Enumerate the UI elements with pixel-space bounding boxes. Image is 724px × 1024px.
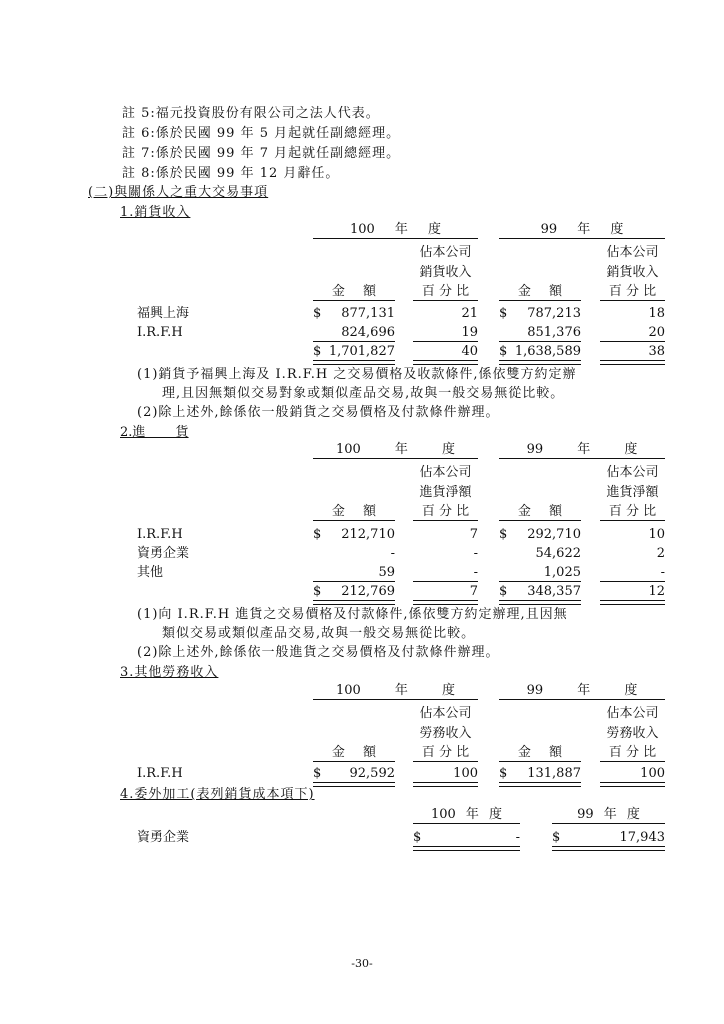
s4-year99: 99 年 度	[577, 807, 640, 822]
s1-row-pct-100: 19	[461, 325, 478, 340]
section-title: (二)與關係人之重大交易事項	[88, 185, 269, 200]
s2-row-amount-100: -	[390, 546, 395, 561]
s2-pct-head-3: 百 分 比	[421, 504, 470, 519]
s3-pct-head-3b: 百 分 比	[608, 745, 657, 760]
s3-row-dollar-99: $	[499, 766, 508, 781]
s2-title: 2.進 貨	[120, 425, 189, 440]
s2-row-pct-100: 7	[469, 527, 478, 542]
note-7: 註 7:係於民國 99 年 7 月起就任副總經理。	[122, 146, 401, 161]
s2-note-1: (1)向 I.R.F.H 進貨之交易價格及付款條件,係依雙方約定辦理,且因無	[137, 607, 568, 622]
s3-pct-head-2b: 勞務收入	[606, 726, 659, 741]
s2-row-name: 資勇企業	[137, 546, 190, 561]
s2-row-amount-99: 292,710	[527, 527, 581, 542]
s1-note-2: (2)除上述外,餘係依一般銷貨之交易價格及付款條件辦理。	[137, 405, 500, 420]
s2-amount-head: 金 額	[331, 504, 377, 519]
s2-row-dollar-99: $	[499, 527, 508, 542]
s1-row-name: I.R.F.H	[137, 325, 183, 340]
s1-row-dollar: $	[313, 306, 322, 321]
s1-pct-head-1b: 佔本公司	[606, 245, 659, 260]
s3-amount-head: 金 額	[331, 745, 377, 760]
s1-year100-rule	[313, 238, 478, 239]
s1-row-pct-99: 20	[648, 325, 665, 340]
s1-row-amount-99: 787,213	[527, 306, 581, 321]
s2-row-dollar: $	[313, 527, 322, 542]
s1-total-pct-100: 40	[461, 344, 478, 359]
s1-row-amount-100: 824,696	[341, 325, 395, 340]
s2-row-amount-100: 59	[378, 565, 395, 580]
s3-year99: 99 年 度	[526, 683, 638, 698]
s1-pct-head-3: 百 分 比	[421, 284, 470, 299]
s3-row-name: I.R.F.H	[137, 766, 183, 781]
note-6: 註 6:係於民國 99 年 5 月起就任副總經理。	[122, 126, 401, 141]
s1-pct-head-2b: 銷貨收入	[606, 265, 659, 280]
s3-year100: 100 年 度	[335, 683, 456, 698]
s3-pct-head-1b: 佔本公司	[606, 706, 659, 721]
s4-row-amount-100: -	[515, 830, 520, 845]
s1-total-amount-100: 1,701,827	[328, 344, 395, 359]
s2-note-1-cont: 類似交易或類似產品交易,故與一般交易無從比較。	[162, 626, 476, 641]
s2-note-2: (2)除上述外,餘係依一般進貨之交易價格及付款條件辦理。	[137, 645, 500, 660]
s2-total-amount-100: 212,769	[341, 584, 395, 599]
s2-year99: 99 年 度	[526, 442, 638, 457]
s2-row-name: I.R.F.H	[137, 527, 183, 542]
s1-note-1-cont: 理,且因無類似交易對象或類似產品交易,故與一般交易無從比較。	[162, 386, 565, 401]
s1-year99: 99 年 度	[540, 222, 624, 237]
s3-row-dollar: $	[313, 766, 322, 781]
s3-title: 3.其他勞務收入	[120, 665, 219, 680]
s2-row-pct-100: -	[473, 565, 478, 580]
s3-pct-head-1: 佔本公司	[419, 706, 472, 721]
s1-pct-head-1: 佔本公司	[419, 245, 472, 260]
s4-title: 4.委外加工(表列銷貨成本項下)	[120, 787, 315, 802]
s3-amount-head-b: 金 額	[517, 745, 563, 760]
s3-row-pct-99: 100	[640, 766, 665, 781]
s1-row-name: 福興上海	[137, 306, 190, 321]
s2-row-amount-99: 54,622	[535, 546, 581, 561]
s1-note-1: (1)銷貨予福興上海及 I.R.F.H 之交易價格及收款條件,係依雙方約定辦	[137, 367, 577, 382]
s1-title: 1.銷貨收入	[120, 205, 191, 220]
s2-pct-head-3b: 百 分 比	[608, 504, 657, 519]
s2-total-pct-99: 12	[648, 584, 665, 599]
s2-amount-head-b: 金 額	[517, 504, 563, 519]
s2-row-pct-99: 10	[648, 527, 665, 542]
s1-row-amount-99: 851,376	[527, 325, 581, 340]
note-8: 註 8:係於民國 99 年 12 月辭任。	[122, 166, 340, 181]
s2-pct-head-1b: 佔本公司	[606, 465, 659, 480]
s4-row-amount-99: 17,943	[619, 830, 665, 845]
page-number: -30-	[351, 957, 373, 970]
s1-amount-head-b: 金 額	[517, 284, 563, 299]
s3-row-amount-100: 92,592	[349, 766, 395, 781]
s2-total-dollar: $	[313, 584, 322, 599]
s2-row-pct-99: -	[660, 565, 665, 580]
s3-pct-head-3: 百 分 比	[421, 745, 470, 760]
s2-row-amount-99: 1,025	[543, 565, 581, 580]
s1-row-dollar-99: $	[499, 306, 508, 321]
s1-row-amount-100: 877,131	[341, 306, 395, 321]
s1-pct-head-3b: 百 分 比	[608, 284, 657, 299]
s1-total-amount-99: 1,638,589	[514, 344, 581, 359]
s1-row-pct-99: 18	[648, 306, 665, 321]
note-5: 註 5:福元投資股份有限公司之法人代表。	[122, 106, 380, 121]
s4-row-name: 資勇企業	[137, 830, 190, 845]
s2-year100: 100 年 度	[335, 442, 456, 457]
s2-row-name: 其他	[137, 565, 164, 580]
s1-amount-head: 金 額	[331, 284, 377, 299]
s2-total-dollar-99: $	[499, 584, 508, 599]
s2-pct-head-2: 進貨淨額	[419, 485, 472, 500]
s1-year100: 100 年 度	[349, 222, 442, 237]
s2-row-pct-100: -	[473, 546, 478, 561]
s1-total-pct-99: 38	[648, 344, 665, 359]
s2-pct-head-1: 佔本公司	[419, 465, 472, 480]
s2-total-pct-100: 7	[469, 584, 478, 599]
s2-pct-head-2b: 進貨淨額	[606, 485, 659, 500]
s1-row-pct-100: 21	[461, 306, 478, 321]
s4-year100: 100 年 度	[430, 807, 503, 822]
s2-row-amount-100: 212,710	[341, 527, 395, 542]
s1-year99-rule	[499, 238, 665, 239]
s3-pct-head-2: 勞務收入	[419, 726, 472, 741]
s1-total-dollar: $	[313, 344, 322, 359]
s1-total-dollar-99: $	[499, 344, 508, 359]
s3-row-pct-100: 100	[453, 766, 478, 781]
s4-row-dollar-99: $	[552, 830, 561, 845]
s1-pct-head-2: 銷貨收入	[419, 265, 472, 280]
s4-row-dollar: $	[413, 830, 422, 845]
s2-row-pct-99: 2	[656, 546, 665, 561]
s2-total-amount-99: 348,357	[527, 584, 581, 599]
s3-row-amount-99: 131,887	[527, 766, 581, 781]
